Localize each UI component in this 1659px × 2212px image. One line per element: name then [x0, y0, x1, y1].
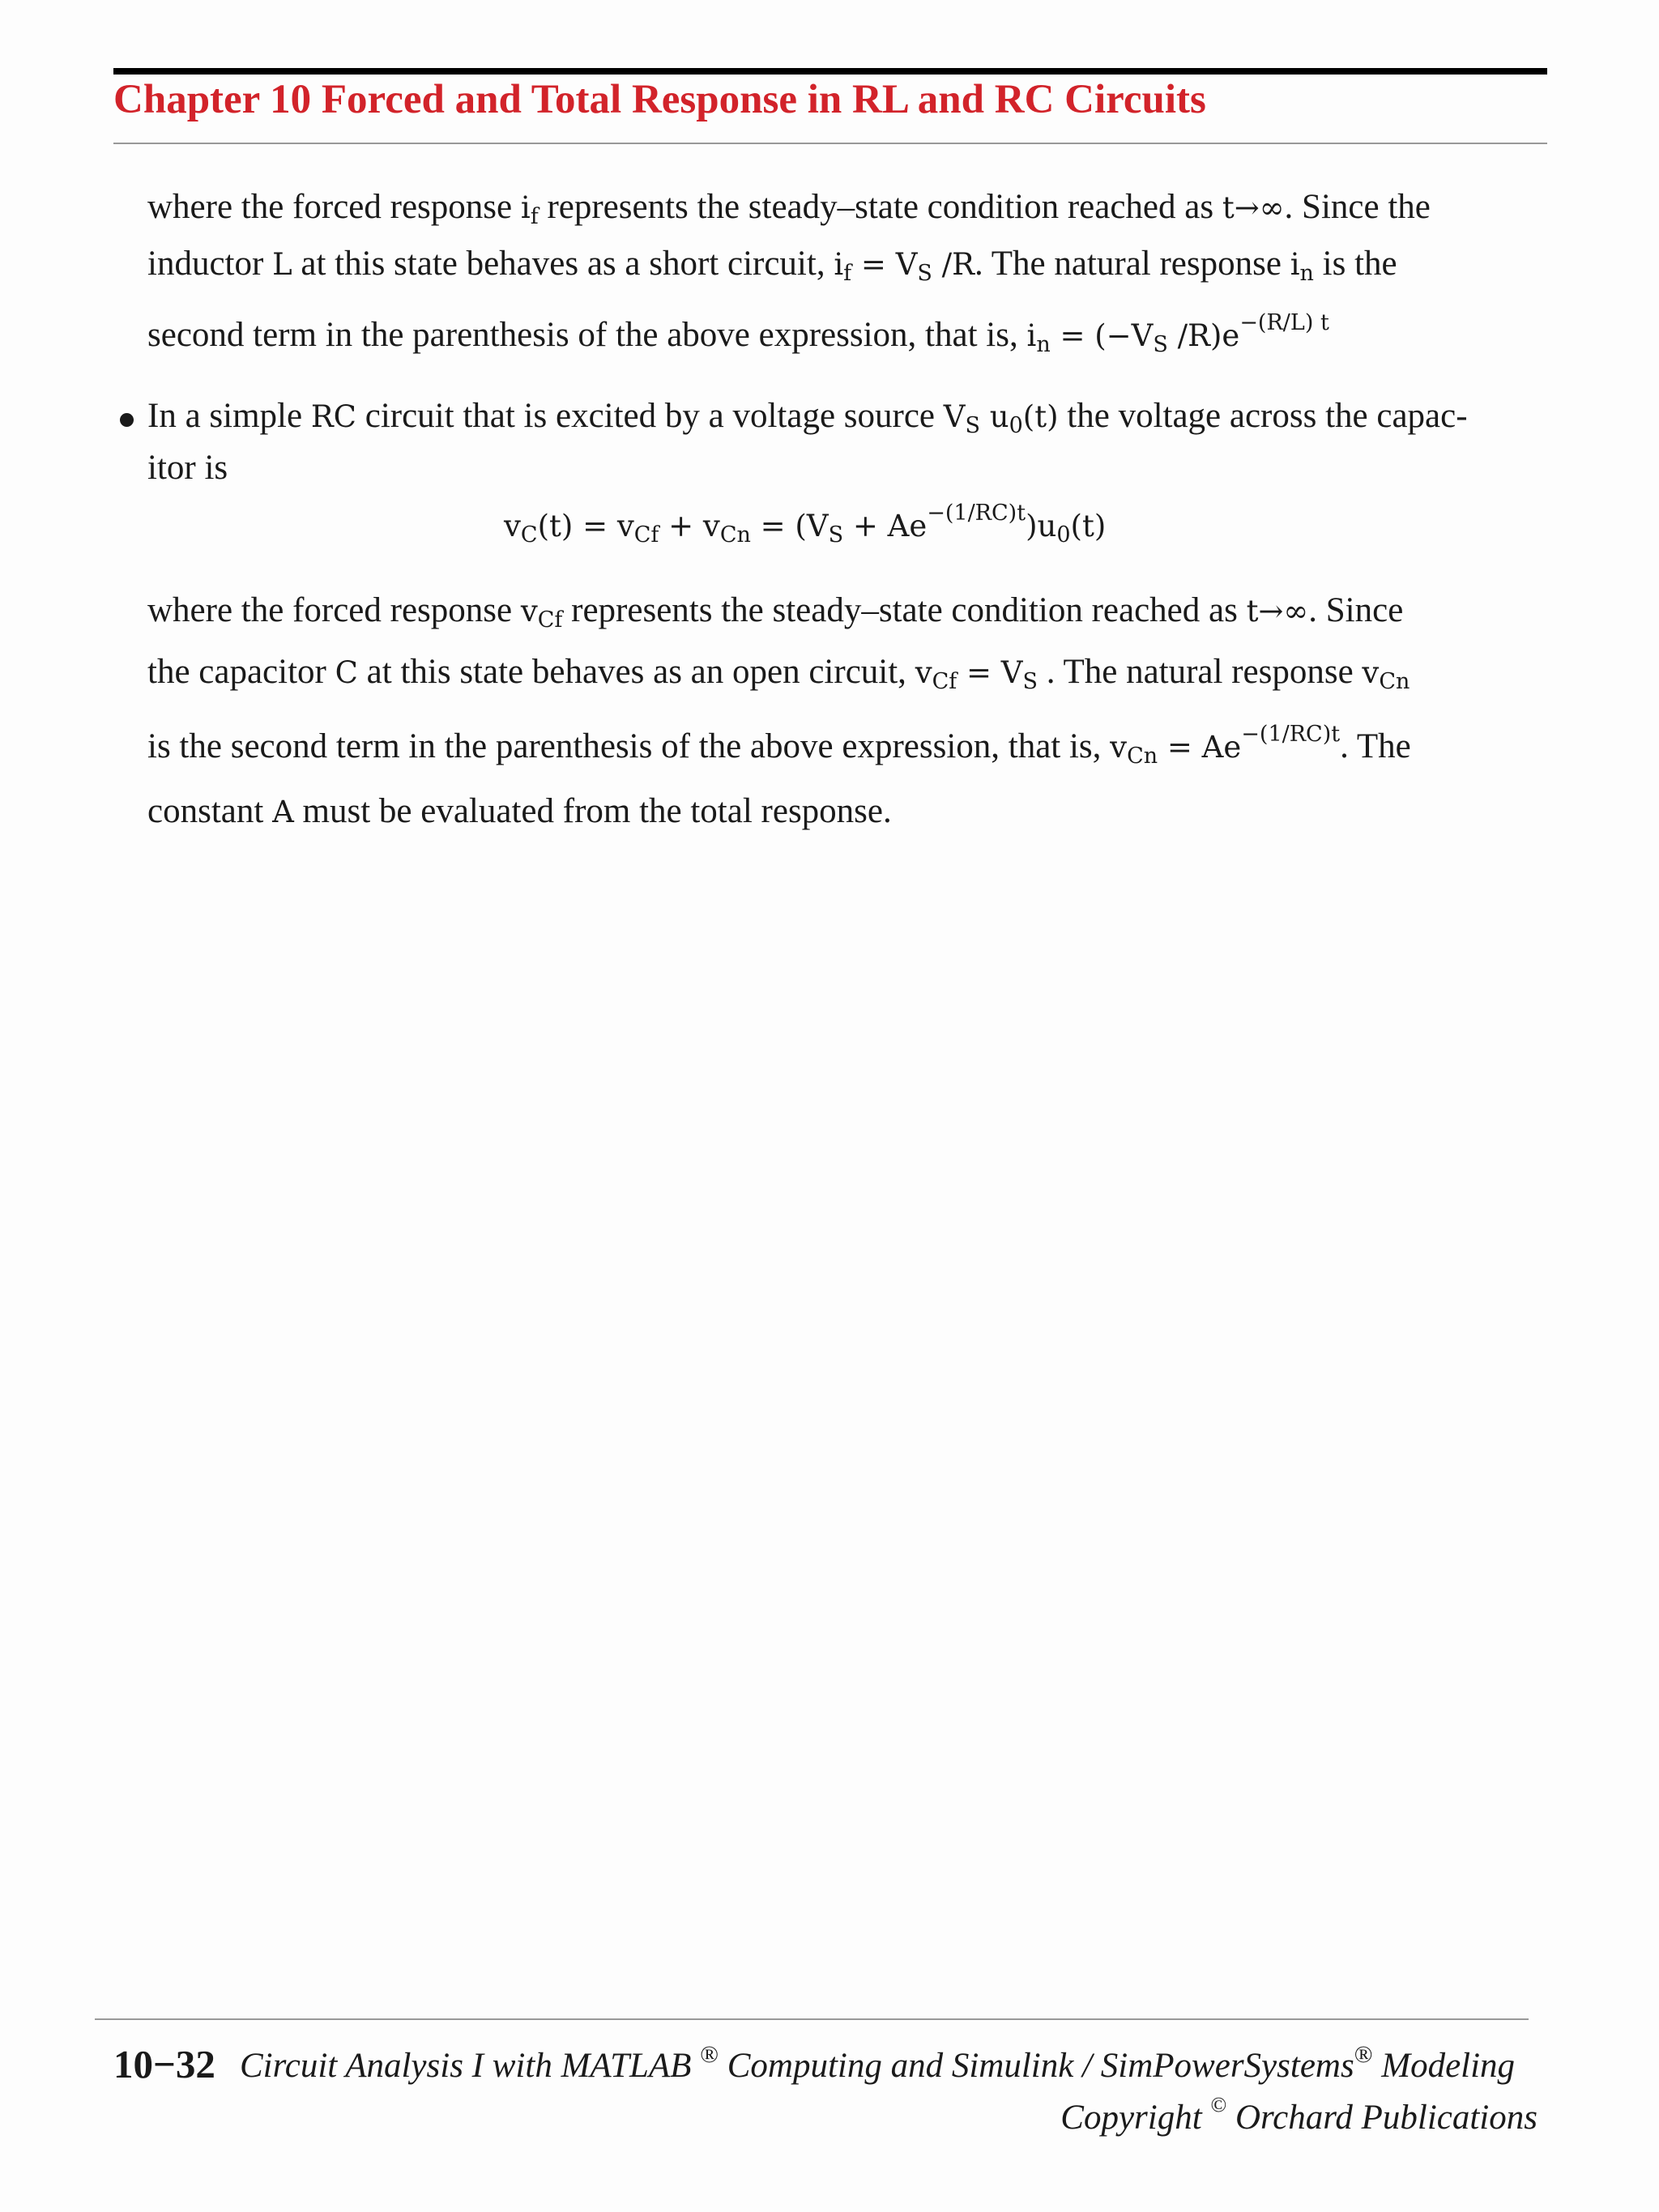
- title-rule: [113, 143, 1547, 144]
- paragraph-1-line-3: second term in the parenthesis of the above expression, that is, $i_n = (-V_S$ $/R)e^{-(R/L) t}$: [147, 309, 1329, 357]
- paragraph-3-line-2: the capacitor C at this state behaves as an open circuit, $v_{Cf} = V_S$ . The natural response $v_{Cn}$: [147, 653, 1410, 694]
- paragraph-3-line-3: is the second term in the parenthesis of the above expression, that is, $v_{Cn} = Ae^{-(1/RC)t}$. The: [147, 721, 1411, 769]
- bullet-point: [120, 413, 134, 427]
- copyright-line: Copyright © Orchard Publications: [1060, 2093, 1537, 2137]
- paragraph-3-line-4: constant A must be evaluated from the total response.: [147, 792, 892, 830]
- footer-rule: [95, 2018, 1529, 2020]
- page-number: 10−32: [113, 2042, 215, 2086]
- chapter-title: Chapter 10 Forced and Total Response in RL and RC Circuits: [113, 77, 1206, 122]
- paragraph-1-line-1: where the forced response $i_f$ represents the steady–state condition reached as t→∞. Since the: [147, 188, 1431, 229]
- paragraph-2-line-1: In a simple RC circuit that is excited by a voltage source $V_S$ $u_0(t)$ the voltage across the capac-: [147, 397, 1468, 438]
- paragraph-1-line-2: inductor L at this state behaves as a short circuit, $i_f = V_S$ /R. The natural response $i_n$ is the: [147, 245, 1397, 286]
- paragraph-3-line-1: where the forced response $v_{Cf}$ represents the steady–state condition reached as t→∞. Since: [147, 591, 1404, 633]
- book-title: Circuit Analysis I with MATLAB ® Computing and Simulink / SimPowerSystems® Modeling: [240, 2041, 1516, 2085]
- top-rule: [113, 68, 1547, 75]
- display-equation: $v_C(t) = v_{Cf} + v_{Cn} = (V_S + Ae^{-(1/RC)t})u_0(t)$: [504, 500, 1107, 548]
- paragraph-2-line-2: itor is: [147, 449, 228, 487]
